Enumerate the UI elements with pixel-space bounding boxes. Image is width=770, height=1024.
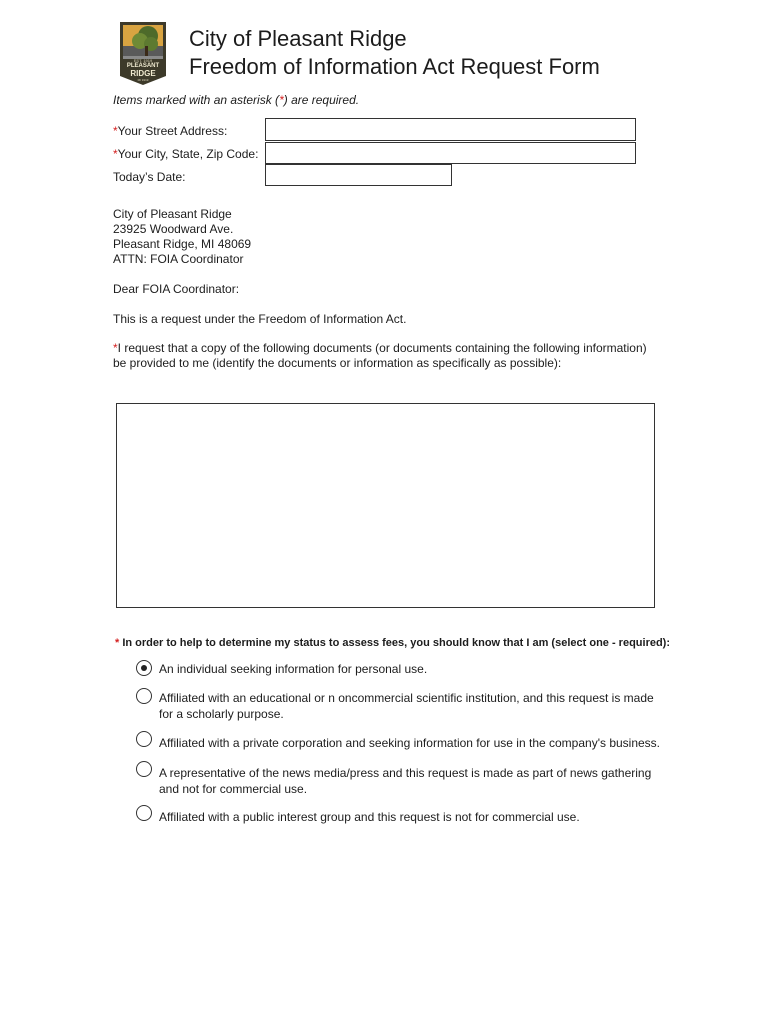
address-line1: City of Pleasant Ridge <box>113 207 232 221</box>
document-request-value <box>117 404 654 412</box>
status-prompt-text: In order to help to determine my status to assess fees, you should know that I am (select one - required): <box>122 637 671 649</box>
required-note-suffix: ) are required. <box>283 93 360 107</box>
required-asterisk: * <box>279 93 284 107</box>
status-option-label: Affiliated with a private corporation and seeking information for use in the company's business. <box>159 736 661 750</box>
required-note-prefix: Items marked with an asterisk ( <box>113 93 280 107</box>
radio-button[interactable] <box>136 688 152 704</box>
city-logo <box>118 20 168 86</box>
required-asterisk: * <box>113 147 118 161</box>
status-option-label: Affiliated with a public interest group and this request is not for commercial use. <box>159 810 580 824</box>
radio-button[interactable] <box>136 761 152 777</box>
request-instruction-line1-text: I request that a copy of the following documents (or documents containing the following information) <box>117 341 647 355</box>
page-title-line2: Freedom of Information Act Request Form <box>189 54 600 79</box>
street-address-label-text: Your Street Address: <box>117 124 228 138</box>
radio-selected-dot <box>141 665 147 671</box>
address-line4: ATTN: FOIA Coordinator <box>113 252 244 266</box>
status-option-label: A representative of the news media/press and this request is made as part of news gathering and not for commercial use. <box>159 766 652 796</box>
address-line2: 23925 Woodward Ave. <box>113 222 234 236</box>
required-asterisk: * <box>113 341 118 355</box>
radio-button[interactable] <box>136 805 152 821</box>
logo-name-line1: PLEASANT <box>126 63 160 69</box>
radio-button[interactable] <box>136 660 152 676</box>
address-line3: Pleasant Ridge, MI 48069 <box>113 237 252 251</box>
todays-date-input[interactable] <box>265 164 452 186</box>
city-state-zip-input[interactable] <box>265 142 636 164</box>
city-state-zip-value <box>266 145 270 159</box>
city-state-zip-label <box>113 147 258 161</box>
request-instruction-line1 <box>113 341 647 355</box>
logo-bottom-text: MI 1919 <box>137 78 149 82</box>
logo-name-line2: RIDGE <box>130 69 156 78</box>
required-note <box>113 93 359 107</box>
status-option-label: Affiliated with an educational or n oncommercial scientific institution, and this request is made for a scholarly purpose. <box>159 691 654 721</box>
todays-date-label: Today’s Date: <box>113 170 186 184</box>
todays-date-value <box>266 167 270 181</box>
salutation: Dear FOIA Coordinator: <box>113 282 240 296</box>
required-asterisk: * <box>113 124 118 138</box>
street-address-input[interactable] <box>265 118 636 141</box>
status-option-label: An individual seeking information for personal use. <box>159 662 428 676</box>
radio-button[interactable] <box>136 731 152 747</box>
street-address-label <box>113 124 227 138</box>
request-instruction-line2: be provided to me (identify the documents or information as specifically as possible): <box>113 356 562 370</box>
logo-est-text: EST. 1919 <box>133 58 153 63</box>
document-request-textarea[interactable] <box>116 403 655 608</box>
required-asterisk: * <box>115 637 120 649</box>
street-address-value <box>266 122 270 136</box>
intro-text: This is a request under the Freedom of Information Act. <box>113 312 407 326</box>
status-prompt <box>115 637 670 649</box>
page-title-line1: City of Pleasant Ridge <box>189 26 407 51</box>
city-state-zip-label-text: Your City, State, Zip Code: <box>117 147 259 161</box>
